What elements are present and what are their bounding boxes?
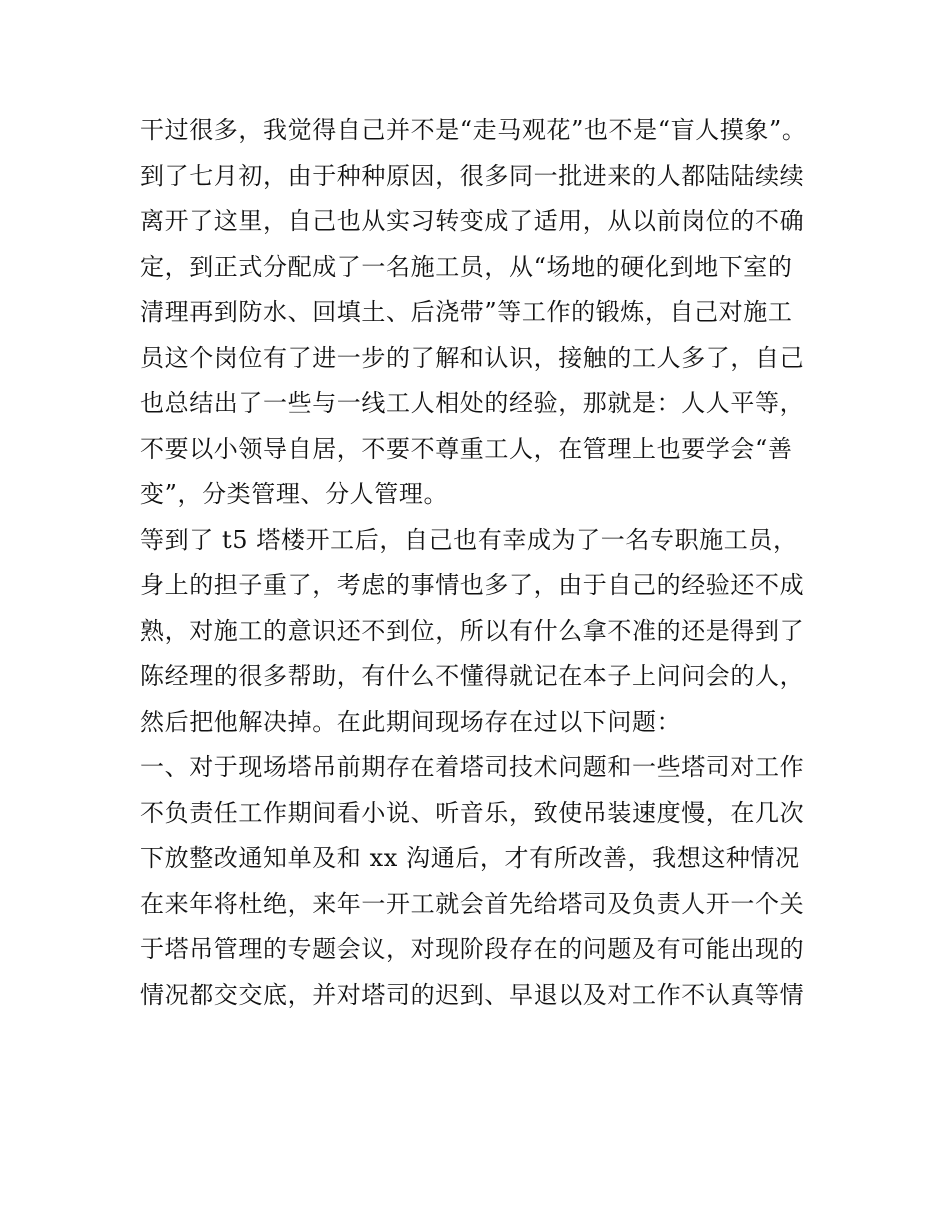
text-line-3: 离开了这里，自己也从实习转变成了适用，从以前岗位的不确 [140, 207, 805, 235]
text-line-20: 情况都交交底，并对塔司的迟到、早退以及对工作不认真等情 [140, 980, 805, 1009]
text-line-11: 身上的担子重了，考虑的事情也多了，由于自己的经验还不成 [140, 571, 805, 599]
body-text [140, 108, 820, 1018]
text-line-8: 不要以小领导自居，不要不尊重工人，在管理上也要学会“善 [140, 434, 793, 463]
text-line-16: 不负责任工作期间看小说、听音乐，致使吊装速度慢，在几次 [140, 798, 805, 827]
text-line-19: 于塔吊管理的专题会议，对现阶段存在的问题及有可能出现的 [140, 935, 805, 963]
text-line-13: 陈经理的很多帮助，有什么不懂得就记在本子上问问会的人， [140, 662, 805, 690]
text-line-17: 下放整改通知单及和 xx 沟通后，才有所改善，我想这种情况 [140, 844, 800, 872]
text-line-12: 熟，对施工的意识还不到位，所以有什么拿不准的还是得到了 [140, 616, 805, 645]
text-line-15: 一、对于现场塔吊前期存在着塔司技术问题和一些塔司对工作 [140, 753, 805, 781]
text-line-5: 清理再到防水、回填土、后浇带”等工作的锻炼，自己对施工 [140, 298, 793, 326]
text-line-1: 干过很多，我觉得自己并不是“走马观花”也不是“盲人摸象”。 [140, 116, 807, 144]
text-line-9: 变”，分类管理、分人管理。 [140, 480, 449, 508]
text-line-14: 然后把他解决掉。在此期间现场存在过以下问题： [140, 707, 682, 736]
text-line-18: 在来年将杜绝，来年一开工就会首先给塔司及负责人开一个关 [140, 889, 805, 918]
text-line-2: 到了七月初，由于种种原因，很多同一批进来的人都陆陆续续 [140, 161, 805, 190]
text-line-4: 定，到正式分配成了一名施工员，从“场地的硬化到地下室的 [140, 252, 793, 281]
text-line-6: 员这个岗位有了进一步的了解和认识，接触的工人多了，自己 [140, 343, 805, 372]
text-line-7: 也总结出了一些与一线工人相处的经验，那就是：人人平等， [140, 389, 805, 417]
text-line-10: 等到了 t5 塔楼开工后，自己也有幸成为了一名专职施工员， [140, 525, 798, 554]
